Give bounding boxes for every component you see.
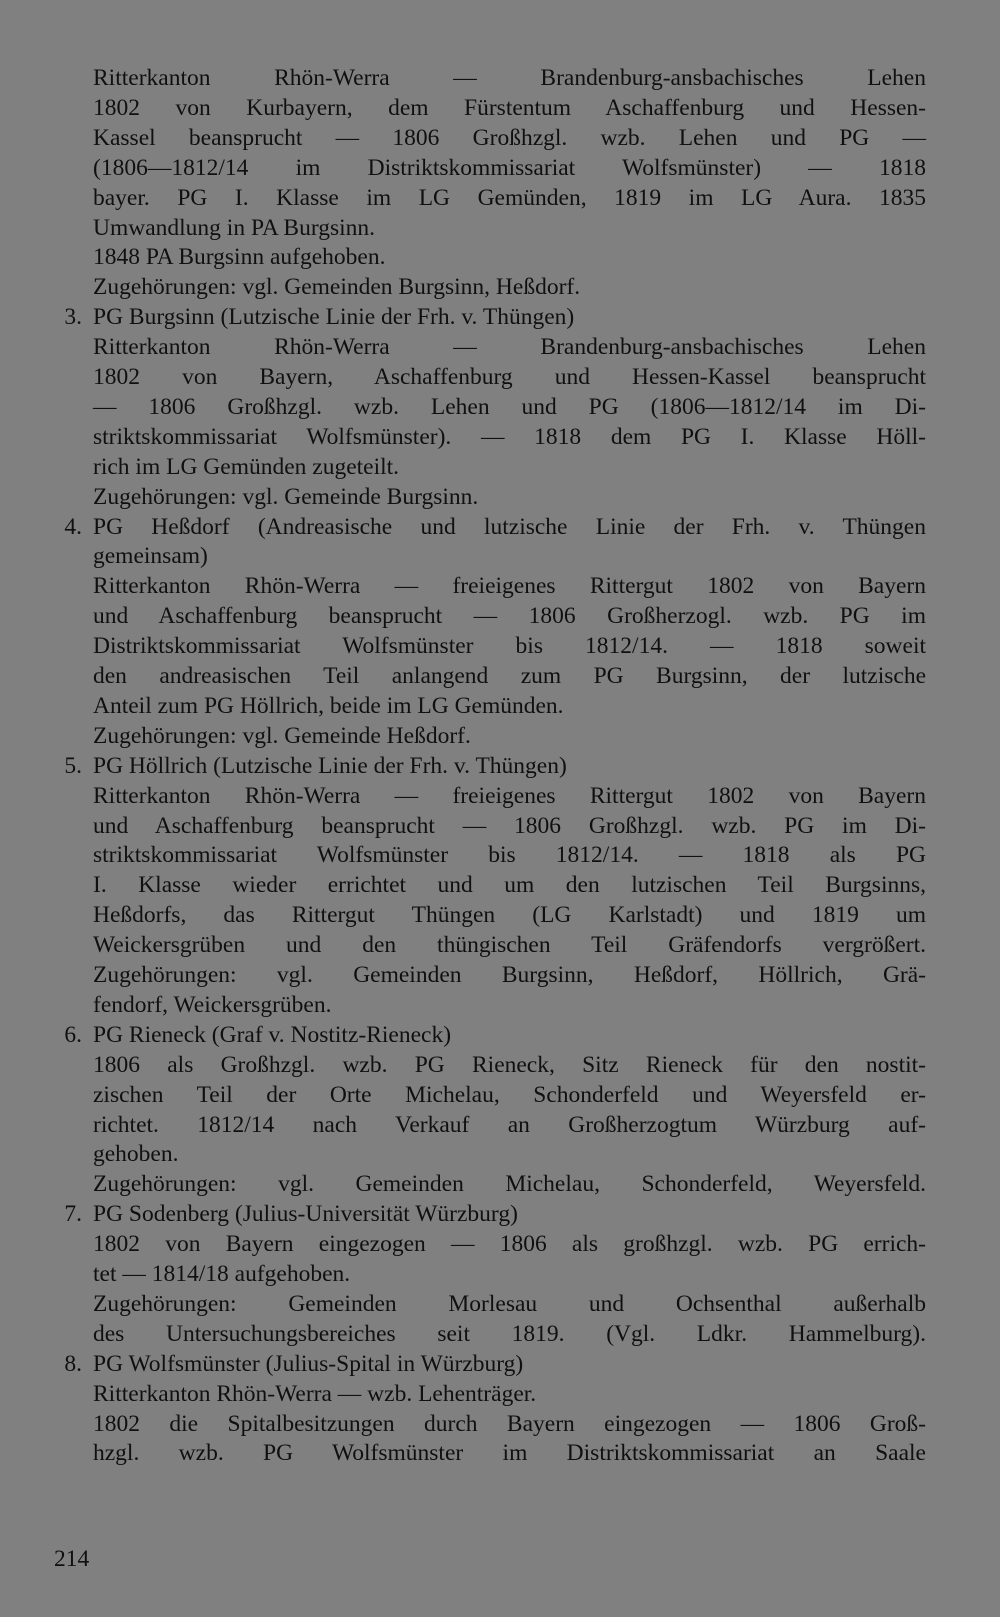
text-line: striktskommissariat Wolfsmünster bis 1812/14. — 1818 als PG [93, 842, 926, 869]
text-line: tet — 1814/18 aufgehoben. [93, 1261, 351, 1287]
entry-heading-line: PG Sodenberg (Julius-Universität Würzburg) [93, 1201, 518, 1228]
text-line: gemeinsam) [93, 543, 208, 570]
entry-number: 7. [64, 1201, 82, 1228]
text-line: Heßdorfs, das Rittergut Thüngen (LG Karlstadt) und 1819 um [93, 902, 926, 929]
text-line: des Untersuchungsbereiches seit 1819. (Vgl. Ldkr. Hammelburg). [93, 1320, 926, 1347]
text-line: 1806 als Großhzgl. wzb. PG Rieneck, Sitz Rieneck für den nostit- [93, 1051, 926, 1078]
text-line: Weickersgrüben und den thüngischen Teil Gräfendorfs vergrößert. [93, 932, 926, 959]
entry-heading-line: PG Heßdorf (Andreasische und lutzische Linie der Frh. v. Thüngen [93, 513, 926, 540]
text-line: Zugehörungen: vgl. Gemeinde Heßdorf. [93, 722, 471, 749]
text-line: Zugehörungen: vgl. Gemeinde Burgsinn. [93, 483, 479, 510]
entry-heading-line: PG Höllrich (Lutzische Linie der Frh. v. Thüngen) [93, 752, 567, 779]
text-line: 1802 von Bayern eingezogen — 1806 als großhzgl. wzb. PG errich- [93, 1231, 926, 1258]
text-line: Distriktskommissariat Wolfsmünster bis 1812/14. — 1818 soweit [93, 633, 926, 660]
text-line: Ritterkanton Rhön-Werra — freieigenes Rittergut 1802 von Bayern [93, 782, 926, 809]
text-line: fendorf, Weickersgrüben. [93, 991, 332, 1018]
entry-number: 5. [64, 752, 82, 779]
text-line: — 1806 Großhzgl. wzb. Lehen und PG (1806—1812/14 im Di- [93, 393, 926, 420]
text-line: Ritterkanton Rhön-Werra — Brandenburg-ansbachisches Lehen [93, 334, 926, 361]
text-line: Ritterkanton Rhön-Werra — Brandenburg-ansbachisches Lehen [93, 65, 926, 91]
text-line: 1802 die Spitalbesitzungen durch Bayern eingezogen — 1806 Groß- [93, 1410, 926, 1437]
text-line: hzgl. wzb. PG Wolfsmünster im Distriktskommissariat an Saale [93, 1440, 926, 1467]
entry-heading-line: PG Burgsinn (Lutzische Linie der Frh. v. Thüngen) [93, 304, 575, 331]
entry-heading-line: PG Rieneck (Graf v. Nostitz-Rieneck) [93, 1021, 452, 1048]
entry-heading-line: PG Wolfsmünster (Julius-Spital in Würzburg) [93, 1350, 524, 1377]
text-line: 1802 von Kurbayern, dem Fürstentum Aschaffenburg und Hessen- [93, 94, 926, 121]
text-line: gehoben. [93, 1141, 179, 1168]
text-line: striktskommissariat Wolfsmünster). — 1818 dem PG I. Klasse Höll- [93, 423, 926, 450]
entry-number: 4. [64, 513, 82, 540]
entry-number: 6. [64, 1021, 82, 1048]
text-line: Zugehörungen: Gemeinden Morlesau und Ochsenthal außerhalb [93, 1290, 926, 1317]
entry-number: 3. [64, 304, 82, 331]
text-line: I. Klasse wieder errichtet und um den lutzischen Teil Burgsinns, [93, 872, 926, 899]
text-line: Umwandlung in PA Burgsinn. [93, 214, 376, 241]
text-line: Zugehörungen: vgl. Gemeinden Michelau, Schonderfeld, Weyersfeld. [93, 1171, 926, 1198]
text-line: (1806—1812/14 im Distriktskommissariat Wolfsmünster) — 1818 [93, 154, 926, 181]
text-line: zischen Teil der Orte Michelau, Schonderfeld und Weyersfeld er- [93, 1081, 926, 1108]
entry-number: 8. [64, 1350, 82, 1377]
text-line: rich im LG Gemünden zugeteilt. [93, 453, 400, 480]
text-line: und Aschaffenburg beansprucht — 1806 Großhzgl. wzb. PG im Di- [93, 812, 926, 839]
text-line: Kassel beansprucht — 1806 Großhzgl. wzb. Lehen und PG — [93, 124, 926, 151]
text-line: Ritterkanton Rhön-Werra — freieigenes Rittergut 1802 von Bayern [93, 573, 926, 600]
text-line: 1802 von Bayern, Aschaffenburg und Hessen-Kassel beansprucht [93, 364, 926, 390]
text-line: und Aschaffenburg beansprucht — 1806 Großherzogl. wzb. PG im [93, 603, 926, 630]
text-line: Zugehörungen: vgl. Gemeinden Burgsinn, Heßdorf, Höllrich, Grä- [93, 962, 926, 988]
text-line: den andreasischen Teil anlangend zum PG Burgsinn, der lutzische [93, 663, 926, 689]
text-line: Zugehörungen: vgl. Gemeinden Burgsinn, Heßdorf. [93, 274, 581, 301]
page-number: 214 [54, 1546, 90, 1572]
text-line: Ritterkanton Rhön-Werra — wzb. Lehenträger. [93, 1380, 537, 1407]
text-line: 1848 PA Burgsinn aufgehoben. [93, 244, 386, 271]
text-line: richtet. 1812/14 nach Verkauf an Großherzogtum Würzburg auf- [93, 1111, 926, 1138]
text-line: bayer. PG I. Klasse im LG Gemünden, 1819 im LG Aura. 1835 [93, 184, 926, 211]
text-line: Anteil zum PG Höllrich, beide im LG Gemünden. [93, 692, 564, 719]
